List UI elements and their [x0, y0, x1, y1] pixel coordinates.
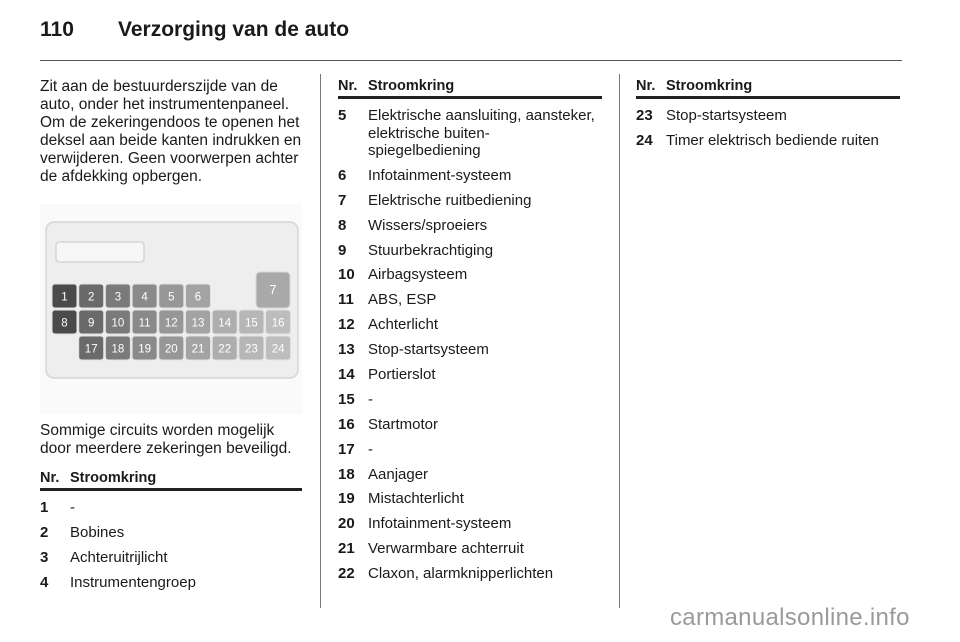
table-row — [338, 291, 602, 309]
fuse-label: 11 — [138, 317, 151, 330]
table-row — [40, 574, 302, 592]
fuse-circuit: Stuurbekrachtiging — [368, 241, 494, 259]
table-header — [338, 78, 602, 99]
table-row — [40, 549, 302, 567]
fuse-label: 9 — [87, 317, 95, 330]
page-number: 110 — [40, 18, 74, 41]
fuse-circuit: Achteruitrijlicht — [70, 548, 168, 566]
page-title: Verzorging van de auto — [118, 18, 350, 41]
fuse-number: 8 — [338, 216, 347, 234]
table-row — [40, 499, 302, 517]
note-paragraph: Sommige circuits worden mogelijk door meerdere zekeringen beveiligd. — [40, 422, 292, 457]
table-row — [338, 266, 602, 284]
fuse-number: 10 — [338, 266, 355, 284]
fuse-circuit: Timer elektrisch bediende ruiten — [666, 131, 879, 149]
fuse-number: 21 — [338, 540, 355, 558]
fuse-number: 20 — [338, 515, 355, 533]
fuse-number: 22 — [338, 565, 355, 583]
fuse-circuit: Elektrische ruitbediening — [368, 191, 532, 209]
header-nr: Nr. — [636, 78, 656, 94]
fuse-number: 17 — [338, 440, 355, 458]
fuse-number: 1 — [40, 499, 49, 516]
fuse-number: 3 — [40, 548, 49, 566]
fuse-label: 16 — [271, 317, 285, 330]
table-row — [338, 217, 602, 235]
header-nr: Nr. — [40, 470, 60, 486]
fuse-circuit: Bobines — [70, 523, 125, 541]
column-divider — [320, 74, 321, 608]
table-row — [40, 524, 302, 542]
fuse-label: 7 — [269, 282, 277, 297]
fuse-table-part3 — [636, 107, 900, 149]
fuse-circuit: Verwarmbare achterruit — [368, 540, 524, 558]
fuse-number: 12 — [338, 316, 355, 334]
fuse-number: 7 — [338, 191, 347, 209]
table-row — [338, 490, 602, 508]
fuse-circuit: Infotainment-systeem — [368, 515, 512, 533]
fuse-label: 24 — [271, 343, 285, 356]
table-row — [338, 192, 602, 210]
fuse-label: 12 — [164, 317, 178, 330]
fuse-label: 18 — [111, 343, 125, 356]
fuse-label: 3 — [114, 291, 122, 304]
fuse-label: 4 — [141, 291, 148, 304]
fuse-label: 22 — [218, 343, 232, 356]
fuse-label: 2 — [87, 291, 95, 304]
fuse-number: 15 — [338, 390, 355, 408]
fuse-number: 5 — [338, 107, 347, 124]
fuse-number: 6 — [338, 166, 347, 184]
intro-paragraph: Zit aan de bestuurderszijde van de auto, onder het instrumentenpaneel. Om de zekeringendoos te openen het deksel aan beide kanten indrukken en verwijderen. Geen voorwerpen achter de afdekking opbergen. — [40, 78, 302, 185]
fuse-circuit: Achterlicht — [368, 316, 439, 334]
fuse-label: 8 — [61, 317, 68, 330]
table-row — [338, 107, 602, 160]
fuse-label: 5 — [168, 291, 175, 304]
table-row — [338, 391, 602, 409]
header-circuit: Stroomkring — [70, 470, 157, 486]
column-divider — [619, 74, 620, 608]
fuse-number: 13 — [338, 341, 355, 359]
fuse-circuit: Startmotor — [368, 415, 439, 433]
fuse-label: 15 — [245, 317, 258, 330]
page-header — [40, 0, 902, 61]
table-row — [338, 316, 602, 334]
table-row — [636, 132, 900, 150]
fuse-label: 1 — [61, 291, 68, 304]
fuse-number: 16 — [338, 415, 355, 433]
table-row — [338, 167, 602, 185]
table-row — [338, 341, 602, 359]
fuse-circuit: Stop-startsysteem — [368, 341, 489, 359]
fuse-number: 11 — [338, 291, 354, 309]
table-row — [338, 441, 602, 459]
fuse-circuit: Infotainment-systeem — [368, 166, 512, 184]
fuse-box-diagram — [40, 204, 302, 414]
fuse-number: 9 — [338, 241, 347, 259]
header-circuit: Stroomkring — [666, 78, 753, 94]
fuse-circuit: Wissers/sproeiers — [368, 216, 488, 234]
watermark: carmanualsonline.info — [670, 604, 910, 631]
fuse-label: 17 — [84, 343, 98, 356]
fuse-label: 10 — [111, 317, 125, 330]
table-row — [338, 366, 602, 384]
fuse-label: 13 — [191, 317, 205, 330]
fuse-circuit: Airbagsysteem — [368, 266, 468, 284]
fuse-number: 4 — [40, 573, 49, 591]
fuse-label: 6 — [194, 291, 202, 304]
table-row — [338, 540, 602, 558]
fuse-table-part2 — [338, 107, 602, 583]
column-right — [636, 78, 900, 157]
header-nr: Nr. — [338, 78, 358, 94]
fuse-circuit: Elektrische aansluiting, aansteker, elektrische buiten-spiegelbediening — [368, 107, 595, 159]
fuse-circuit: Claxon, alarmknipperlichten — [368, 565, 554, 583]
table-row — [338, 515, 602, 533]
fuse-number: 2 — [40, 523, 49, 541]
fuse-box-label-slot — [56, 242, 144, 262]
fuse-label: 21 — [191, 343, 205, 356]
fuse-circuit: Mistachterlicht — [368, 490, 464, 508]
fuse-label: 14 — [218, 317, 232, 330]
fuse-circuit: Instrumentengroep — [70, 573, 196, 591]
fuse-label: 19 — [138, 343, 151, 356]
table-row — [338, 565, 602, 583]
fuse-circuit: Portierslot — [368, 366, 436, 384]
fuse-number: 24 — [636, 131, 653, 149]
fuse-circuit: Aanjager — [368, 465, 429, 483]
column-middle — [338, 78, 602, 590]
table-row — [338, 466, 602, 484]
fuse-label: 23 — [245, 343, 258, 356]
table-row — [338, 242, 602, 260]
table-header — [636, 78, 900, 99]
table-row — [636, 107, 900, 125]
fuse-number: 19 — [338, 490, 355, 508]
fuse-circuit: - — [368, 390, 373, 408]
header-circuit: Stroomkring — [368, 78, 455, 94]
fuse-circuit: ABS, ESP — [368, 291, 437, 309]
fuse-circuit: - — [70, 499, 75, 516]
table-row — [338, 416, 602, 434]
fuse-number: 18 — [338, 465, 355, 483]
fuse-number: 23 — [636, 107, 653, 124]
fuse-circuit: Stop-startsysteem — [666, 107, 787, 124]
fuse-label: 20 — [164, 343, 178, 356]
fuse-table-part1 — [40, 499, 302, 591]
table-header — [40, 470, 302, 491]
column-left — [40, 78, 302, 599]
fuse-circuit: - — [368, 440, 373, 458]
fuse-box-illustration — [40, 204, 302, 414]
fuse-number: 14 — [338, 366, 355, 384]
